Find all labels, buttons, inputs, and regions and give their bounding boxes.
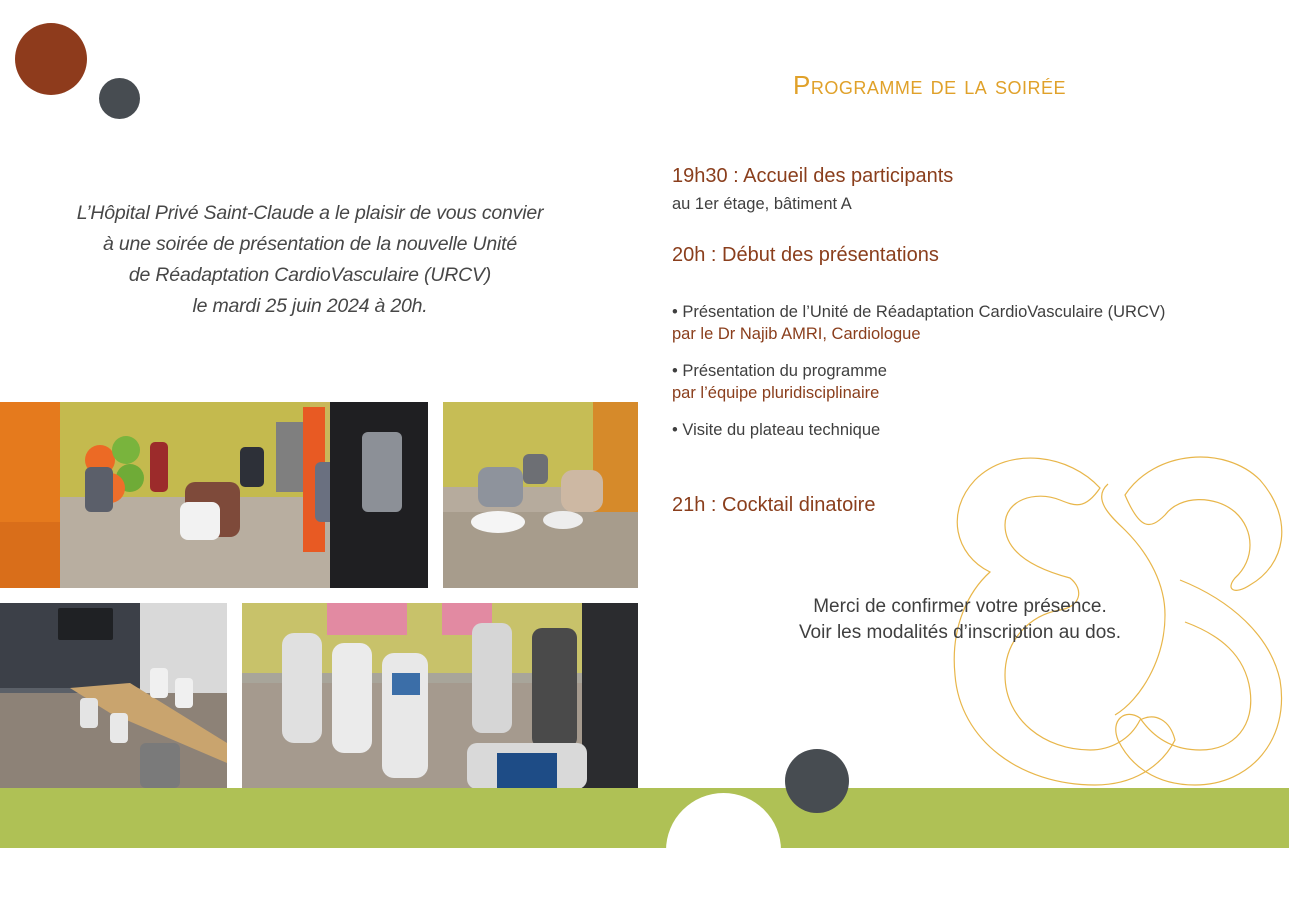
photo-gym-room [0, 402, 428, 588]
invitation-line: à une soirée de présentation de la nouvelle Unité [102, 233, 518, 255]
program-detail-location: au 1er étage, bâtiment A [672, 195, 852, 213]
decor-dot-white [666, 793, 781, 908]
decor-dot-gray [99, 78, 140, 119]
presentation-speaker: par l’équipe pluridisciplinaire [672, 384, 880, 402]
confirmation-note [760, 594, 1160, 646]
confirmation-line: Merci de confirmer votre présence. [813, 596, 1107, 617]
photo-exercise-bikes [242, 603, 638, 789]
footer-green-band [0, 788, 1289, 848]
invitation-date: le mardi 25 juin 2024 à 20h. [192, 295, 428, 317]
presentation-item: • Visite du plateau technique [672, 421, 881, 439]
invitation-line: de Réadaptation CardioVasculaire (URCV) [128, 264, 492, 286]
photo-meeting-room [0, 603, 227, 789]
presentation-item: • Présentation du programme [672, 362, 887, 380]
presentation-speaker: par le Dr Najib AMRI, Cardiologue [672, 325, 921, 343]
presentation-item: • Présentation de l’Unité de Réadaptation CardioVasculaire (URCV) [672, 303, 1166, 321]
invitation-text [0, 198, 620, 322]
program-heading-welcome: 19h30 : Accueil des participants [672, 165, 954, 187]
photo-waiting-lounge [443, 402, 638, 588]
program-heading-presentations: 20h : Début des présentations [672, 244, 939, 266]
decor-dot-brown [15, 23, 87, 95]
invitation-line: L’Hôpital Privé Saint-Claude a le plaisir de vous convier [76, 202, 544, 224]
program-title: Programme de la soirée [793, 70, 1067, 100]
program-heading-cocktail: 21h : Cocktail dinatoire [672, 494, 876, 516]
decor-dot-gray-bottom [785, 749, 849, 813]
confirmation-line: Voir les modalités d’inscription au dos. [798, 622, 1122, 643]
